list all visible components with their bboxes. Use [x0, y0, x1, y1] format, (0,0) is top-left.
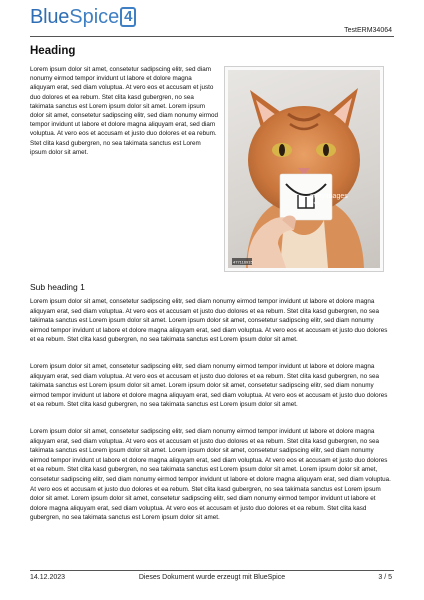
page-heading: Heading [30, 45, 76, 57]
cat-illustration [228, 70, 380, 268]
logo-text-blue: Blue [30, 6, 70, 28]
getty-credit: Credit: [310, 201, 321, 205]
image-id-tag: 477116915 [233, 259, 253, 265]
lead-paragraph: Lorem ipsum dolor sit amet, consetetur sadipscing elitr, sed diam nonumy eirmod tempor invidunt ut labore et dolore magna aliquyam erat, sed diam voluptua. At vero eos et accusam et justo duo dolores et ea rebum. Stet clita kasd gubergren, no sea takimata sanctus est Lorem ipsum dolor sit amet. Lorem ipsum dolor sit amet, consetetur sadipscing elitr, sed diam nonumy eirmod tempor invidunt ut labore et dolore magna aliquyam erat, sed diam voluptua. At vero eos et accusam et justo duo dolores et ea rebum. Stet clita kasd gubergren, no sea takimata sanctus est Lorem ipsum dolor sit amet. [30, 66, 218, 156]
body-paragraph: Lorem ipsum dolor sit amet, consetetur sadipscing elitr, sed diam nonumy eirmod tempor invidunt ut labore et dolore magna aliquyam erat, sed diam voluptua. At vero eos et accusam et justo duo dolores et ea rebum. Stet clita kasd gubergren, no sea takimata sanctus est Lorem ipsum dolor sit amet. Lorem ipsum dolor sit amet, consetetur sadipscing elitr, sed diam nonumy eirmod tempor invidunt ut labore et dolore magna aliquyam erat, sed diam voluptua. At vero eos et accusam et justo duo dolores et ea rebum. Stet clita kasd gubergren, no sea takimata sanctus est Lorem ipsum dolor sit amet. [30, 298, 388, 344]
footer-generated-by: Dieses Dokument wurde erzeugt mit BlueSpice [138, 574, 286, 581]
header-divider [30, 36, 394, 37]
cat-photo-figure [224, 66, 384, 272]
logo-version-badge: 4 [120, 7, 136, 27]
document-content [30, 44, 394, 273]
logo-text-spice: Spice [69, 6, 120, 28]
page-footer [30, 570, 394, 591]
body-paragraph: Lorem ipsum dolor sit amet, consetetur sadipscing elitr, sed diam nonumy eirmod tempor invidunt ut labore et dolore magna aliquyam erat, sed diam voluptua. At vero eos et accusam et justo duo dolores et ea rebum. Stet clita kasd gubergren, no sea takimata sanctus est Lorem ipsum dolor sit amet. Lorem ipsum dolor sit amet, consetetur sadipscing elitr, sed diam nonumy eirmod tempor invidunt ut labore et dolore magna aliquyam erat, sed diam voluptua. At vero eos et accusam et justo duo dolores et ea rebum. Stet clita kasd gubergren, no sea takimata sanctus est Lorem ipsum dolor sit amet. Lorem ipsum dolor sit amet, consetetur sadipscing elitr, sed diam nonumy eirmod tempor invidunt ut labore et dolore magna aliquyam erat, sed diam voluptua. At vero eos et accusam et justo duo dolores et ea rebum. Stet clita kasd gubergren, no sea takimata sanctus est Lorem ipsum dolor sit amet. Lorem ipsum dolor sit amet, consetetur sadipscing elitr, sed diam nonumy eirmod tempor invidunt ut labore et dolore magna aliquyam erat, sed diam voluptua. At vero eos et accusam et justo duo dolores et ea rebum. Stet clita kasd gubergren, no sea takimata sanctus est Lorem ipsum dolor sit amet. [30, 428, 391, 522]
footer-page-number: 3 / 5 [378, 574, 392, 581]
bluespice-logo [30, 4, 136, 30]
footer-date: 14.12.2023 [30, 574, 66, 581]
cat-pupil-left [279, 144, 285, 156]
page-header [0, 0, 424, 40]
lead-section [30, 65, 394, 273]
cat-pupil-right [323, 144, 329, 156]
body-paragraph: Lorem ipsum dolor sit amet, consetetur sadipscing elitr, sed diam nonumy eirmod tempor invidunt ut labore et dolore magna aliquyam erat, sed diam voluptua. At vero eos et accusam et justo duo dolores et ea rebum. Stet clita kasd gubergren, no sea takimata sanctus est Lorem ipsum dolor sit amet. Lorem ipsum dolor sit amet, consetetur sadipscing elitr, sed diam nonumy eirmod tempor invidunt ut labore et dolore magna aliquyam erat, sed diam voluptua. At vero eos et accusam et justo duo dolores et ea rebum. Stet clita kasd gubergren, no sea takimata sanctus est Lorem ipsum dolor sit amet. [30, 363, 388, 409]
getty-watermark: gettyimages [310, 193, 348, 200]
document-id: TestERM34064 [344, 27, 392, 34]
cat-photo [228, 70, 380, 268]
sub-heading: Sub heading 1 [30, 282, 85, 292]
